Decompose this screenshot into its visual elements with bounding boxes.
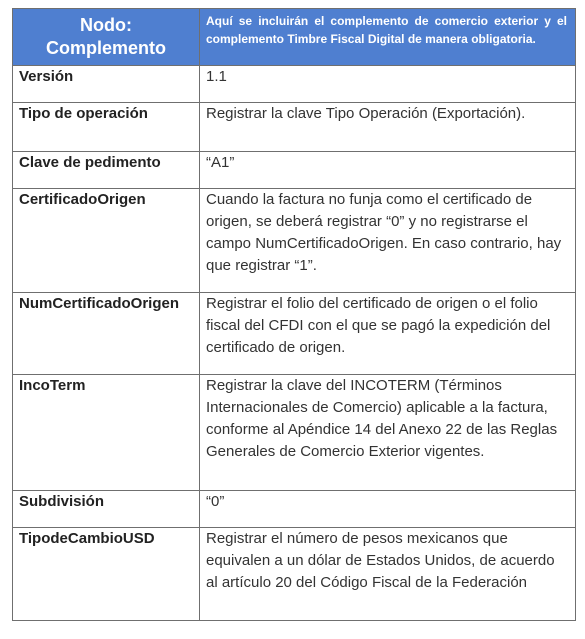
table-row bbox=[13, 103, 576, 152]
field-description: Cuando la factura no funja como el certificado de origen, se deberá registrar “0” y no registrarse el campo NumCertificadoOrigen. En caso contrario, hay que registrar “1”. bbox=[200, 189, 576, 293]
table-row bbox=[13, 189, 576, 293]
field-name: TipodeCambioUSD bbox=[13, 528, 200, 621]
table-row bbox=[13, 491, 576, 528]
field-description: Registrar la clave del INCOTERM (Términos Internacionales de Comercio) aplicable a la factura, conforme al Apéndice 14 del Anexo 22 de las Reglas Generales de Comercio Exterior vigentes. bbox=[200, 375, 576, 491]
field-name: IncoTerm bbox=[13, 375, 200, 491]
field-name: NumCertificadoOrigen bbox=[13, 293, 200, 375]
field-description: “A1” bbox=[200, 152, 576, 189]
table-row bbox=[13, 375, 576, 491]
field-name: Clave de pedimento bbox=[13, 152, 200, 189]
field-description: Registrar el folio del certificado de origen o el folio fiscal del CFDI con el que se pagó la expedición del certificado de origen. bbox=[200, 293, 576, 375]
table-row bbox=[13, 293, 576, 375]
complemento-table bbox=[12, 8, 576, 621]
field-name: CertificadoOrigen bbox=[13, 189, 200, 293]
table-row bbox=[13, 152, 576, 189]
field-description: “0” bbox=[200, 491, 576, 528]
table-header-row bbox=[13, 9, 576, 66]
field-description: 1.1 bbox=[200, 66, 576, 103]
field-description: Registrar el número de pesos mexicanos que equivalen a un dólar de Estados Unidos, de acuerdo al artículo 20 del Código Fiscal de la Federación bbox=[200, 528, 576, 621]
field-name: Tipo de operación bbox=[13, 103, 200, 152]
field-description: Registrar la clave Tipo Operación (Exportación). bbox=[200, 103, 576, 152]
field-name: Versión bbox=[13, 66, 200, 103]
header-description-cell: Aquí se incluirán el complemento de comercio exterior y el complemento Timbre Fiscal Digital de manera obligatoria. bbox=[200, 9, 576, 66]
header-key-cell: Nodo: Complemento bbox=[13, 9, 200, 66]
table-row bbox=[13, 528, 576, 621]
field-name: Subdivisión bbox=[13, 491, 200, 528]
table-row bbox=[13, 66, 576, 103]
